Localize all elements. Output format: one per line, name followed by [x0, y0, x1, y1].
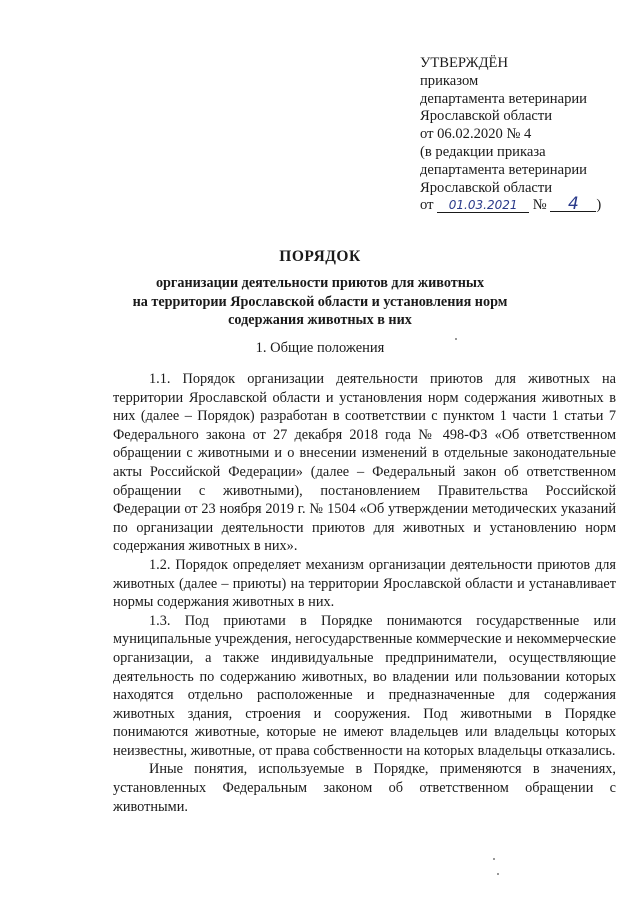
handwritten-date: 01.03.2021 — [437, 198, 529, 213]
approval-line: департамента ветеринарии — [420, 90, 587, 107]
scan-speck — [455, 338, 457, 340]
closing-paren: ) — [596, 197, 602, 214]
section-heading: 1. Общие положения — [255, 340, 385, 356]
number-prefix: № — [532, 197, 547, 214]
approval-revision-line — [420, 194, 602, 215]
approval-line: (в редакции приказа — [420, 143, 546, 160]
title-subline: на территории Ярославской области и установления норм — [132, 293, 508, 310]
approval-line: Ярославской области — [420, 179, 553, 196]
approval-stamp-block — [420, 55, 601, 215]
approval-heading: УТВЕРЖДЁН — [420, 55, 508, 71]
paragraph-1-1: 1.1. Порядок организации деятельности приютов для животных на территории Ярославской области и установления норм содержания животных в них (далее – Порядок) разработан в соответствии с пунктом 1 части 1 статьи 7 Федерального закона от 27 декабря 2018 года № 498-ФЗ «Об ответственном обращении с животными и о внесении изменений в отдельные законодательные акты Российской Федерации» (далее – Федеральный закон об ответственном обращении с животными), постановлением Правительства Российской Федерации от 23 ноября 2019 г. № 1504 «Об утверждении методических указаний по организации деятельности приютов для животных и установлению норм содержания животных в них». — [113, 371, 616, 555]
approval-line: приказом — [420, 72, 479, 89]
approval-order-date: от 06.02.2020 № 4 — [420, 126, 532, 143]
handwritten-number: 4 — [550, 197, 596, 212]
paragraph-1-3: 1.3. Под приютами в Порядке понимаются государственные или муниципальные учреждения, негосударственные коммерческие и некоммерческие организации, а также индивидуальные предприниматели, осуществляющие деятельность по содержанию животных, во владении или пользовании которых находятся отдельно расположенные и предназначенные для содержания животных здания, строения и сооружения. Под животными в Порядке понимаются животные, которые не имеют владельцев или владельцы которых неизвестны, животные, от права собственности на которых владельцы отказались. — [113, 612, 616, 759]
approval-line: департамента ветеринарии — [420, 161, 587, 178]
document-body — [113, 370, 616, 816]
date-prefix: от — [420, 197, 434, 214]
paragraph-other-terms: Иные понятия, используемые в Порядке, применяются в значениях, установленных Федеральным законом об ответственном обращении с животными. — [113, 761, 616, 815]
document-title — [110, 246, 530, 330]
scan-speck — [493, 858, 495, 860]
scan-speck — [497, 873, 499, 875]
title-subline: содержания животных в них — [228, 312, 412, 328]
title-subline: организации деятельности приютов для животных — [155, 275, 485, 291]
title-main: ПОРЯДОК — [279, 248, 361, 265]
paragraph-1-2: 1.2. Порядок определяет механизм организации деятельности приютов для животных (далее – приюты) на территории Ярославской области и устанавливает нормы содержания животных в них. — [113, 556, 616, 611]
approval-line: Ярославской области — [420, 108, 553, 125]
